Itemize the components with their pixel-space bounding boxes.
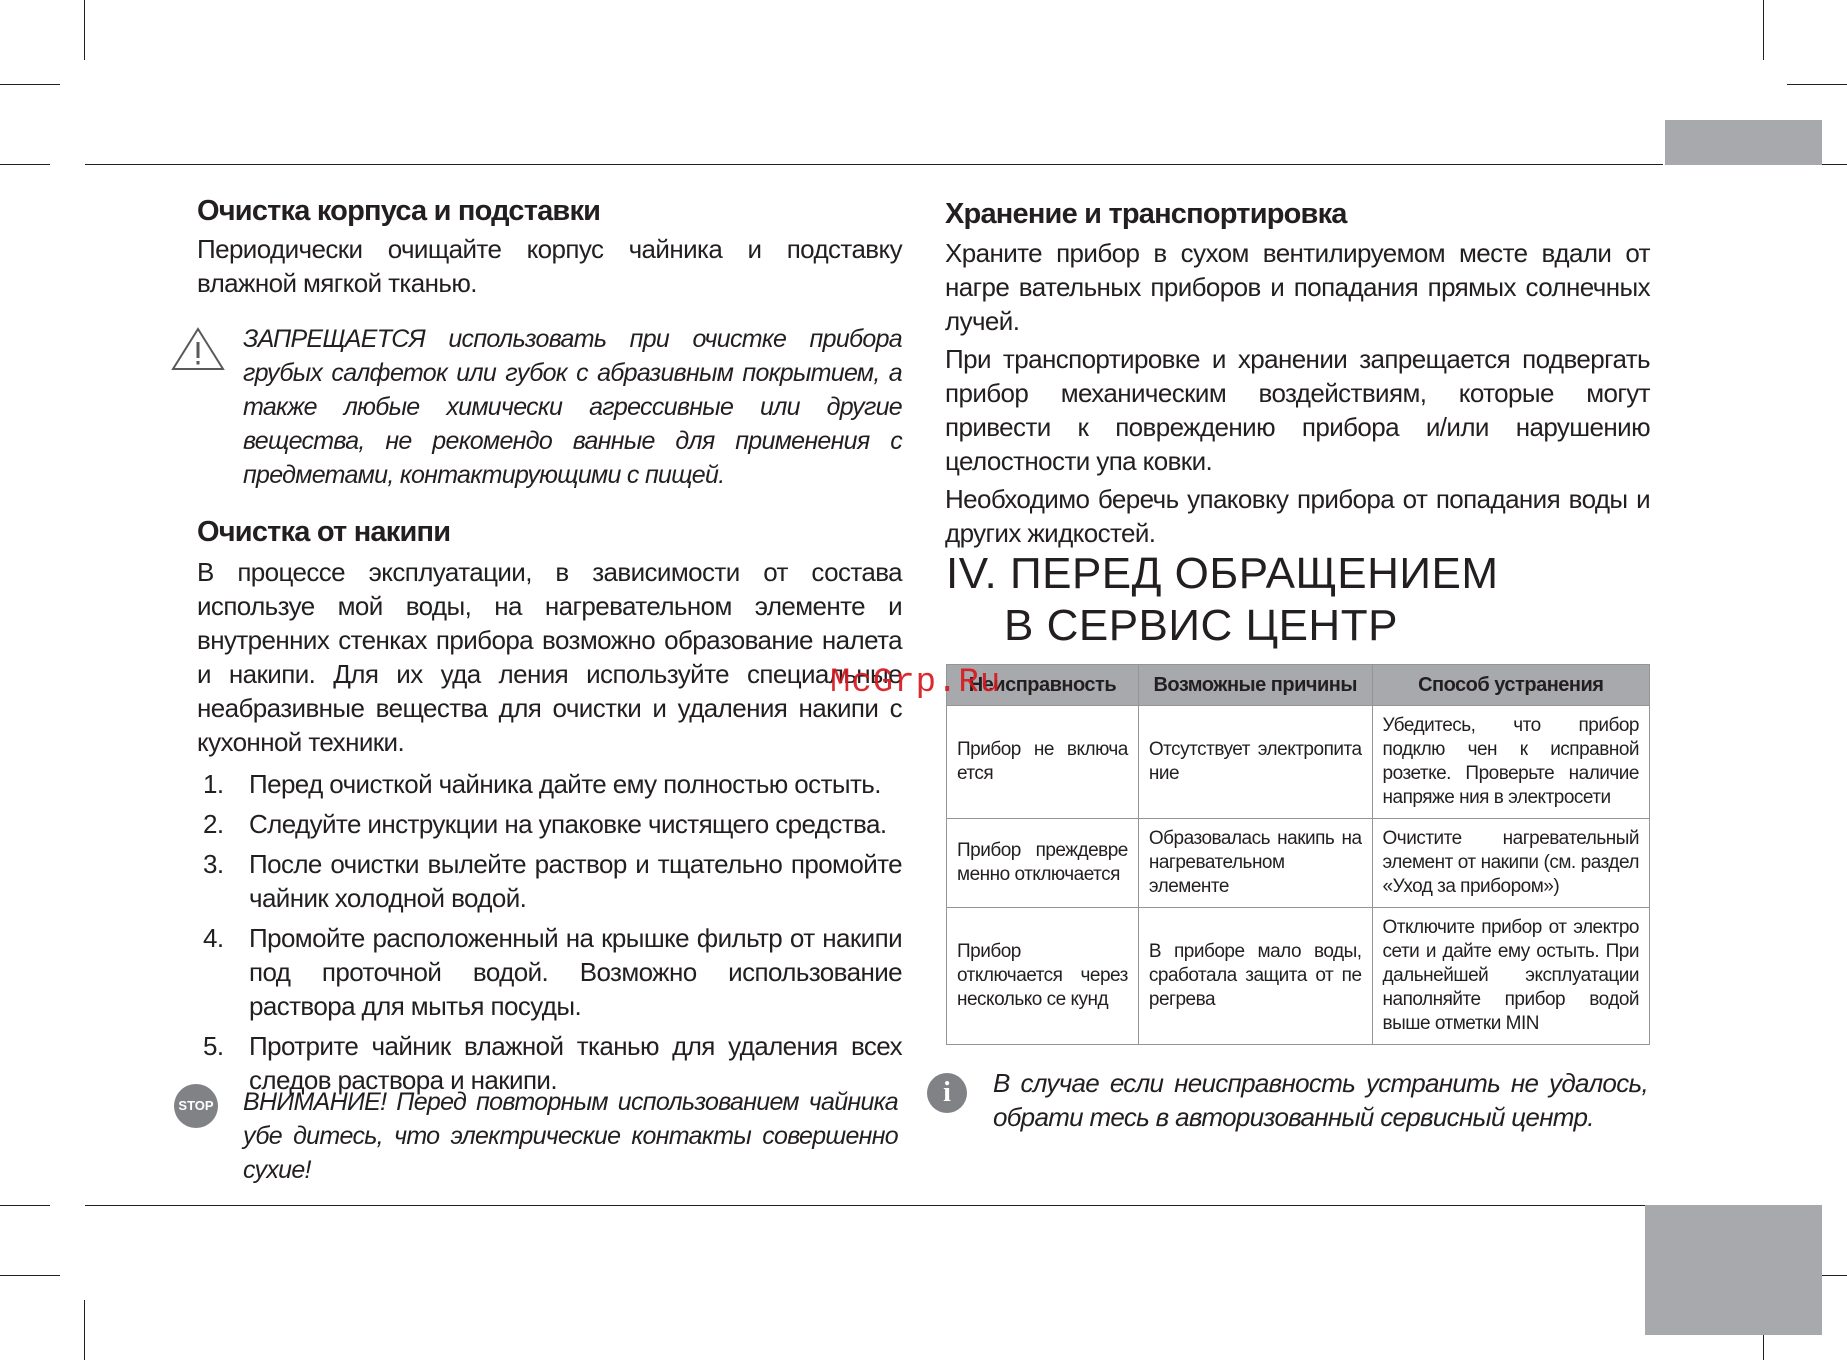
table-row xyxy=(947,819,1650,908)
page-tab-bottom xyxy=(1645,1205,1822,1335)
table-header: Неисправность xyxy=(947,665,1139,706)
step-number: 3. xyxy=(203,849,224,879)
table-cell: Прибор отключается через несколько се кунд xyxy=(947,908,1139,1045)
crop-mark xyxy=(0,84,60,85)
list-item xyxy=(197,921,902,1023)
table-cell: Очистите нагревательный элемент от накипи (см. раздел «Уход за прибором») xyxy=(1372,819,1649,908)
list-item xyxy=(197,807,902,841)
descaling-heading: Очистка от накипи xyxy=(197,516,451,548)
table-cell: Отключите прибор от электро сети и дайте ему остыть. При дальнейшей эксплуатации наполняйте прибор водой выше отметки MIN xyxy=(1372,908,1649,1045)
table-cell: Прибор не включа ется xyxy=(947,706,1139,819)
crop-mark xyxy=(84,0,85,60)
stop-note-text: ВНИМАНИЕ! Перед повторным использованием чайника убе дитесь, что электрические контакты совершенно сухие! xyxy=(243,1088,898,1184)
step-number: 4. xyxy=(203,923,224,953)
bottom-rule xyxy=(0,1205,50,1206)
info-icon xyxy=(927,1073,967,1113)
table-row xyxy=(947,706,1650,819)
table-cell: Убедитесь, что прибор подклю чен к исправной розетке. Проверьте наличие напряже ния в электросети xyxy=(1372,706,1649,819)
step-number: 1. xyxy=(203,769,224,799)
descaling-section xyxy=(197,514,902,1103)
descaling-text: В процессе эксплуатации, в зависимости от состава используе мой воды, на нагревательном элементе и внутренних стенках прибора возможно образование налета и накипи. Для их уда ления используйте специальные неабразивные вещества для очистки и удаления накипи с кухонной техники. xyxy=(197,557,902,757)
step-text: Следуйте инструкции на упаковке чистящего средства. xyxy=(249,809,887,839)
storage-heading: Хранение и транспортировка xyxy=(945,198,1347,230)
warning-triangle-icon xyxy=(170,326,226,372)
bottom-rule xyxy=(85,1205,1645,1206)
table-cell: Прибор преждевре менно отключается xyxy=(947,819,1139,908)
list-item xyxy=(197,847,902,915)
step-text: Протрите чайник влажной тканью для удаления всех следов раствора и накипи. xyxy=(249,1031,902,1095)
section-title-line1: IV. ПЕРЕД ОБРАЩЕНИЕМ xyxy=(946,549,1499,598)
list-item xyxy=(197,767,902,801)
table-row xyxy=(947,908,1650,1045)
crop-mark xyxy=(1787,84,1847,85)
watermark: McGrp.Ru xyxy=(830,664,1002,702)
table-cell: Образовалась накипь на нагревательном элементе xyxy=(1138,819,1372,908)
cleaning-body-heading: Очистка корпуса и подставки xyxy=(197,195,601,227)
storage-paragraph: Необходимо беречь упаковку прибора от попадания воды и других жидкостей. xyxy=(945,484,1650,548)
cleaning-body-text: Периодически очищайте корпус чайника и подставку влажной мягкой тканью. xyxy=(197,234,902,298)
storage-paragraph: Храните прибор в сухом вентилируемом месте вдали от нагре вательных приборов и попадания прямых солнечных лучей. xyxy=(945,238,1650,336)
step-text: Перед очисткой чайника дайте ему полностью остыть. xyxy=(249,769,881,799)
table-cell: Отсутствует электропита ние xyxy=(1138,706,1372,819)
crop-mark xyxy=(1763,0,1764,60)
section-title-line2: В СЕРВИС ЦЕНТР xyxy=(1004,601,1398,650)
table-header: Возможные причины xyxy=(1138,665,1372,706)
top-rule xyxy=(0,164,50,165)
table-header-row xyxy=(947,665,1650,706)
troubleshooting-table xyxy=(946,664,1650,1045)
top-rule xyxy=(85,164,1663,165)
info-note-text: В случае если неисправность устранить не удалось, обрати тесь в авторизованный сервисный центр. xyxy=(993,1068,1648,1132)
table-cell: В приборе мало воды, сработала защита от пе регрева xyxy=(1138,908,1372,1045)
stop-icon-label: STOP xyxy=(178,1098,214,1113)
step-number: 2. xyxy=(203,809,224,839)
left-column xyxy=(197,193,902,300)
storage-paragraph: При транспортировке и хранении запрещается подвергать прибор механическим воздействиям, которые могут привести к повреждению прибора и/или нарушению целостности упа ковки. xyxy=(945,344,1650,476)
page-tab-top xyxy=(1665,120,1822,165)
descaling-steps xyxy=(197,767,902,1097)
info-icon-label: i xyxy=(943,1077,951,1108)
warning-text: ЗАПРЕЩАЕТСЯ использовать при очистке прибора грубых салфеток или губок с абразивным покрытием, а также любые химически агрессивные или другие вещества, не рекомендо ванные для применения с предметами, контактирующими с пищей. xyxy=(243,325,902,489)
step-text: Промойте расположенный на крышке фильтр от накипи под проточной водой. Возможно использование раствора для мытья посуды. xyxy=(249,923,902,1021)
step-number: 5. xyxy=(203,1031,224,1061)
table-header: Способ устранения xyxy=(1372,665,1649,706)
crop-mark xyxy=(0,1275,60,1276)
step-text: После очистки вылейте раствор и тщательно промойте чайник холодной водой. xyxy=(249,849,902,913)
crop-mark xyxy=(84,1300,85,1360)
stop-icon xyxy=(174,1084,218,1128)
storage-section xyxy=(945,196,1650,550)
